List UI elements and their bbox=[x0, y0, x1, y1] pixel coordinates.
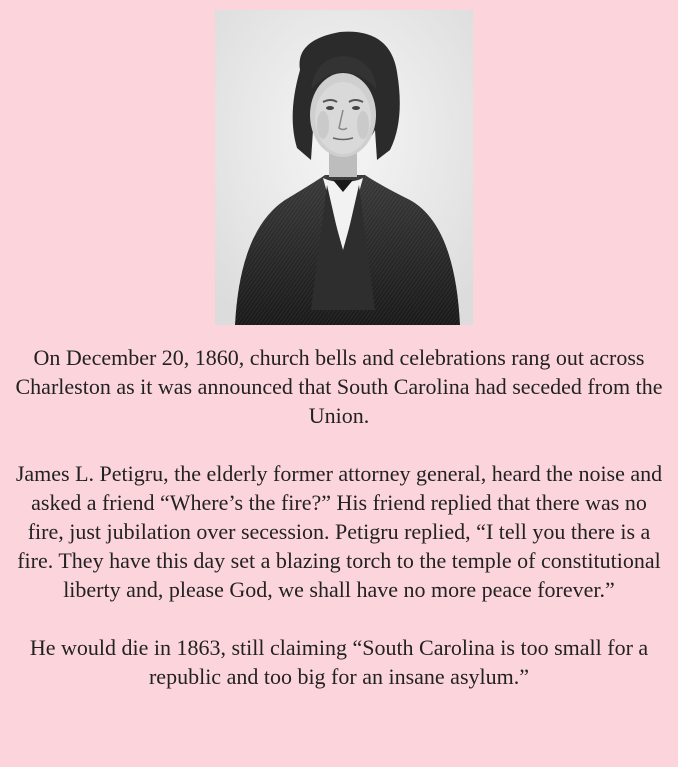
paragraph-asylum-quote: He would die in 1863, still claiming “South Carolina is too small for a republic and too big for an insane asylum.” bbox=[29, 635, 649, 689]
portrait-image bbox=[215, 10, 473, 325]
paragraph-petigru-quote: James L. Petigru, the elderly former attorney general, heard the noise and asked a friend “Where’s the fire?” His friend replied that there was no fire, just jubilation over secession. Petigru replied, “I tell you there is a fire. They have this day set a blazing torch to the temple of constitutional liberty and, please God, we shall have no more peace forever.” bbox=[15, 461, 663, 602]
paragraph-secession: On December 20, 1860, church bells and celebrations rang out across Charleston as it was announced that South Carolina had seceded from the Union. bbox=[15, 345, 663, 428]
article-text bbox=[12, 343, 666, 691]
